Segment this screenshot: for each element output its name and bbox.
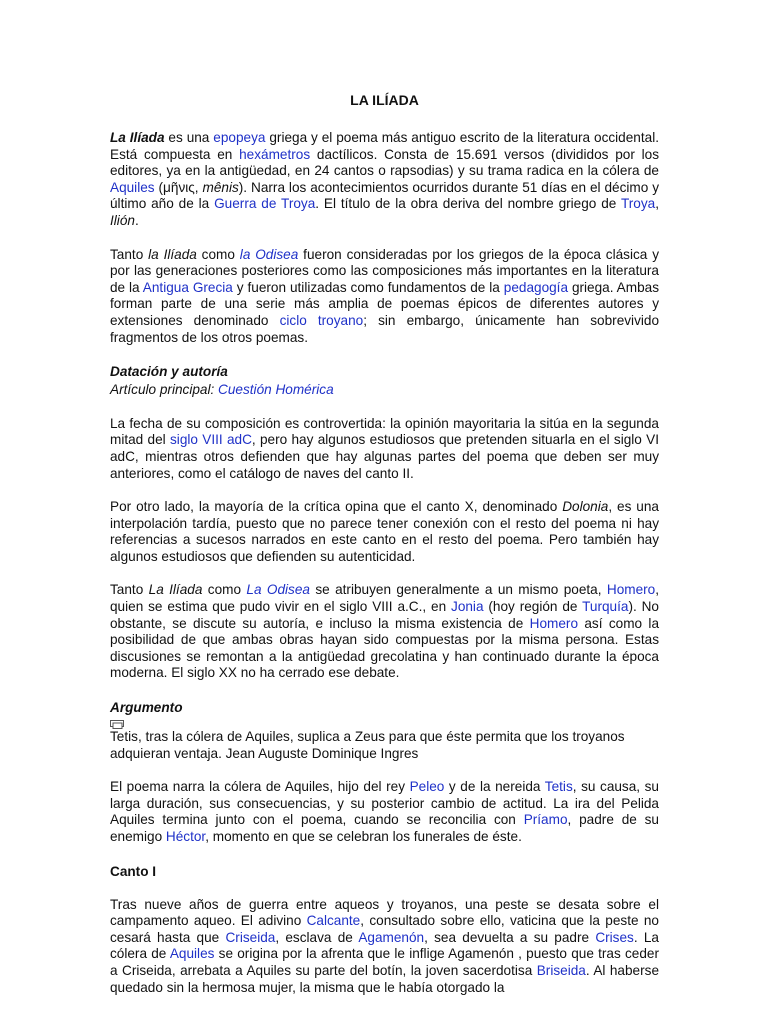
link-calcante[interactable]: Calcante — [306, 913, 361, 929]
link-aquiles[interactable]: Aquiles — [110, 179, 155, 195]
link-agamenon[interactable]: Agamenón — [358, 929, 425, 945]
link-crises[interactable]: Crises — [595, 929, 634, 945]
link-ciclo-troyano[interactable]: ciclo troyano — [279, 312, 364, 328]
link-tetis[interactable]: Tetis — [544, 779, 573, 795]
main-article-note: Artículo principal: Cuestión Homérica — [110, 382, 334, 398]
link-hexametros[interactable]: hexámetros — [239, 146, 311, 162]
link-peleo[interactable]: Peleo — [409, 779, 445, 795]
link-aquiles-2[interactable]: Aquiles — [169, 946, 215, 962]
link-troya[interactable]: Troya — [620, 196, 656, 212]
link-homero[interactable]: Homero — [606, 582, 656, 598]
canto-i-paragraph-1: Tras nueve años de guerra entre aqueos y troyanos, una peste se desata sobre el campamento aqueo. El adivino Calcante, consultado sobre ello, vaticina que la peste no cesará hasta que Criseida, esclava de Agamenón, sea devuelta a su padre Crises. La cólera de Aquiles se origina por la afrenta que le inflige Agamenón , puesto que tras ceder a Criseida, arrebata a Aquiles su parte del botín, la joven sacerdotisa Briseida. Al haberse quedado sin la hermosa mujer, la misma que le había otorgado la — [110, 896, 659, 995]
link-siglo-viii[interactable]: siglo VIII adC — [170, 432, 252, 448]
section-heading-datacion: Datación y autoría — [110, 364, 228, 380]
argumento-paragraph-1: El poema narra la cólera de Aquiles, hijo del rey Peleo y de la nereida Tetis, su causa, su larga duración, sus consecuencias, y su posterior cambio de actitud. La ira del Pelida Aquiles termina junto con el poema, cuando se reconcilia con Príamo, padre de su enemigo Héctor, momento en que se celebran los funerales de éste. — [110, 779, 659, 844]
link-criseida[interactable]: Criseida — [225, 929, 276, 945]
link-priamo[interactable]: Príamo — [523, 812, 568, 828]
image-caption: Tetis, tras la cólera de Aquiles, suplica a Zeus para que éste permita que los troyanos adquieran ventaja. Jean Auguste Dominique Ingres — [110, 729, 625, 761]
intro-paragraph-1: La Ilíada es una epopeya griega y el poema más antiguo escrito de la literatura occidental. Está compuesta en hexámetros dactílicos. Consta de 15.691 versos (divididos por los editores, ya en la antigüedad, en 24 cantos o rapsodias) y su trama radica en la cólera de Aquiles (μῆνις, mênis). Narra los acontecimientos ocurridos durante 51 días en el décimo y último año de la Guerra de Troya. El título de la obra deriva del nombre griego de Troya, Ilión. — [110, 130, 659, 228]
link-homero-2[interactable]: Homero — [529, 615, 579, 631]
work-title: La Ilíada — [110, 130, 165, 145]
link-pedagogia[interactable]: pedagogía — [503, 279, 569, 295]
link-turquia[interactable]: Turquía — [582, 599, 629, 615]
link-epopeya[interactable]: epopeya — [213, 130, 266, 145]
datacion-paragraph-2: Por otro lado, la mayoría de la crítica opina que el canto X, denominado Dolonia, es una interpolación tardía, puesto que no parece tener conexión con el resto del poema ni hay referencias a sucesos narrados en este canto en el resto del poema. Pero también hay algunos estudiosos que defienden su autenticidad. — [110, 499, 659, 564]
link-antigua-grecia[interactable]: Antigua Grecia — [142, 279, 233, 295]
datacion-paragraph-3: Tanto La Ilíada como La Odisea se atribuyen generalmente a un mismo poeta, Homero, quien se estima que pudo vivir en el siglo VIII a.C., en Jonia (hoy región de Turquía). No obstante, se discute su autoría, e incluso la misma existencia de Homero así como la posibilidad de que ambas obras hayan sido compuestas por la misma persona. Estas discusiones se remontan a la antigüedad grecolatina y han continuado durante la época moderna. El siglo XX no ha cerrado ese debate. — [110, 582, 660, 681]
section-heading-canto-i: Canto I — [110, 863, 157, 879]
link-briseida[interactable]: Briseida — [536, 962, 586, 978]
link-la-odisea-2[interactable]: La Odisea — [246, 582, 310, 598]
link-hector[interactable]: Héctor — [165, 829, 206, 844]
link-guerra-de-troya[interactable]: Guerra de Troya — [214, 196, 316, 212]
datacion-paragraph-1: La fecha de su composición es controvertida: la opinión mayoritaria la sitúa en la segunda mitad del siglo VIII adC, pero hay algunos estudiosos que pretenden situarla en el siglo VI adC, mientras otros defienden que hay algunas partes del poema que deben ser muy anteriores, como el catálogo de naves del canto II. — [110, 415, 659, 481]
page-title: LA ILÍADA — [350, 92, 419, 108]
enlarge-frame-icon[interactable] — [110, 720, 124, 729]
link-jonia[interactable]: Jonia — [451, 599, 484, 615]
section-heading-argumento: Argumento — [110, 700, 183, 716]
link-la-odisea[interactable]: la Odisea — [239, 246, 299, 262]
link-cuestion-homerica[interactable]: Cuestión Homérica — [218, 382, 334, 398]
intro-paragraph-2: Tanto la Ilíada como la Odisea fueron consideradas por los griegos de la época clásica y por las generaciones posteriores como las composiciones más importantes en la literatura de la Antigua Grecia y fueron utilizadas como fundamentos de la pedagogía griega. Ambas forman parte de una serie más amplia de poemas épicos de diferentes autores y extensiones denominado ciclo troyano; sin embargo, únicamente han sobrevivido fragmentos de los otros poemas. — [110, 246, 660, 345]
